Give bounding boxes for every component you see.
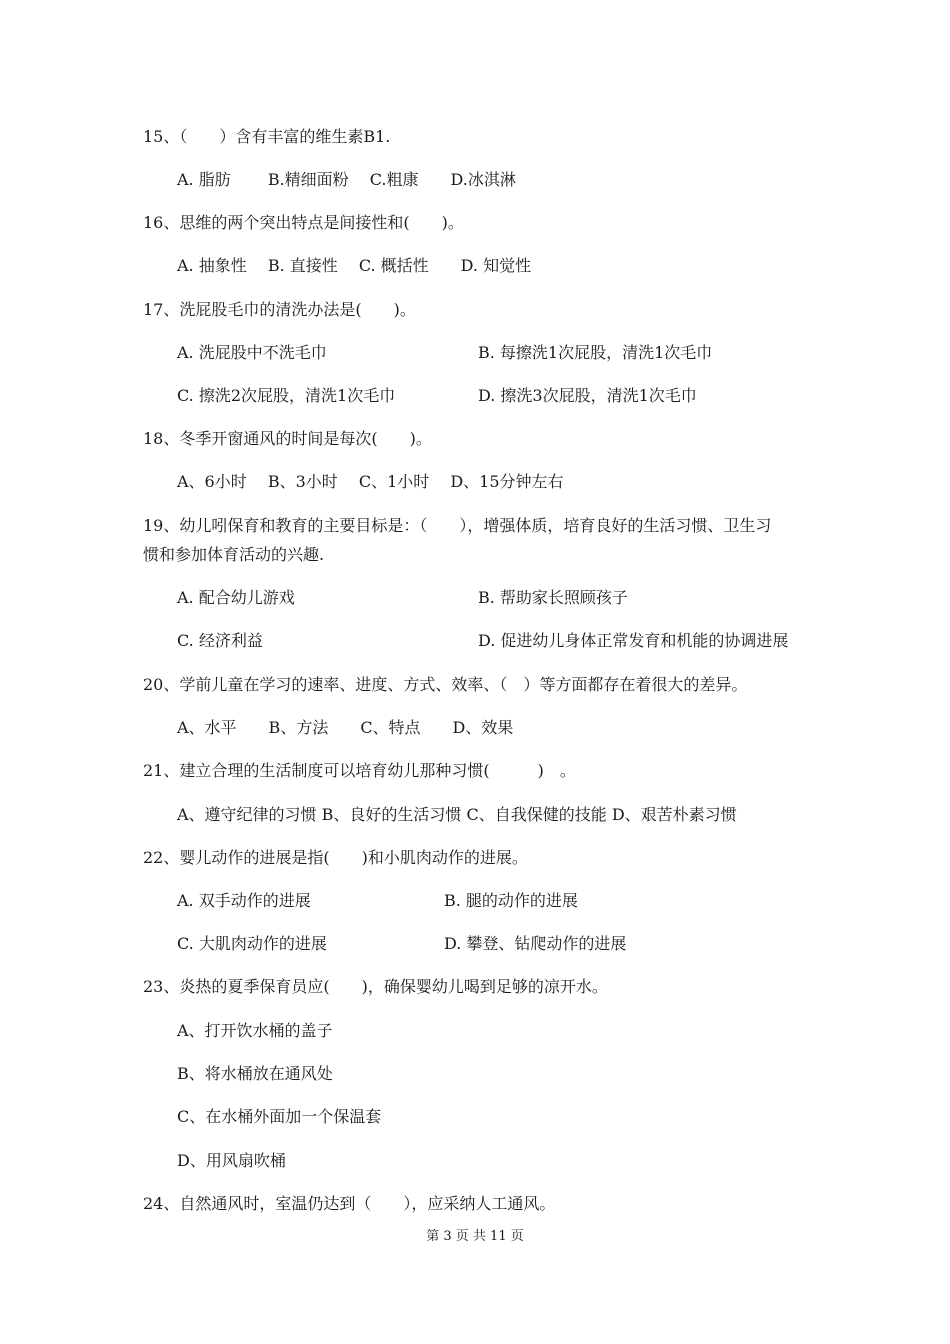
question-20-options: A、水平 B、方法 C、特点 D、效果 xyxy=(177,718,514,737)
question-17-option-c: C. 擦洗2次屁股，清洗1次毛巾 xyxy=(177,386,396,405)
question-24: 24、自然通风时，室温仍达到（ ），应采纳人工通风。 xyxy=(143,1194,556,1213)
question-17-option-b: B. 每擦洗1次屁股，清洗1次毛巾 xyxy=(478,343,713,362)
page-number-footer: 第 3 页 共 11 页 xyxy=(426,1229,524,1244)
question-16-options: A. 抽象性 B. 直接性 C. 概括性 D. 知觉性 xyxy=(177,256,532,275)
question-22-option-b: B. 腿的动作的进展 xyxy=(444,891,578,910)
question-22-option-c: C. 大肌肉动作的进展 xyxy=(177,934,327,953)
question-23-option-a: A、打开饮水桶的盖子 xyxy=(177,1021,333,1040)
question-18: 18、冬季开窗通风的时间是每次( )。 xyxy=(143,429,432,448)
question-21: 21、建立合理的生活制度可以培育幼儿那种习惯( ) 。 xyxy=(143,761,576,780)
question-23-option-d: D、用风扇吹桶 xyxy=(177,1151,286,1170)
question-23-option-b: B、将水桶放在通风处 xyxy=(177,1064,333,1083)
question-18-options: A、6小时 B、3小时 C、1小时 D、15分钟左右 xyxy=(177,472,564,491)
question-22-option-d: D. 攀登、钻爬动作的进展 xyxy=(444,934,627,953)
question-19-option-b: B. 帮助家长照顾孩子 xyxy=(478,588,628,607)
question-19-option-c: C. 经济利益 xyxy=(177,631,263,650)
question-15: 15、（ ）含有丰富的维生素B1. xyxy=(143,127,391,146)
question-17: 17、洗屁股毛巾的清洗办法是( )。 xyxy=(143,300,416,319)
question-19-option-d: D. 促进幼儿身体正常发育和机能的协调进展 xyxy=(478,631,789,650)
question-16: 16、思维的两个突出特点是间接性和( )。 xyxy=(143,213,464,232)
question-15-options: A. 脂肪 B.精细面粉 C.粗康 D.冰淇淋 xyxy=(177,170,516,189)
question-23: 23、炎热的夏季保育员应( )，确保婴幼儿喝到足够的凉开水。 xyxy=(143,977,608,996)
question-19: 19、幼儿吲保育和教育的主要目标是：（ ），增强体质，培育良好的生活习惯、卫生习 xyxy=(143,516,772,535)
question-17-option-d: D. 擦洗3次屁股，清洗1次毛巾 xyxy=(478,386,697,405)
question-22: 22、婴儿动作的进展是指( )和小肌肉动作的进展。 xyxy=(143,848,528,867)
question-20: 20、学前儿童在学习的速率、进度、方式、效率、（ ）等方面都存在着很大的差异。 xyxy=(143,675,748,694)
question-19-option-a: A. 配合幼儿游戏 xyxy=(177,588,295,607)
question-22-option-a: A. 双手动作的进展 xyxy=(177,891,311,910)
question-19-continued: 惯和参加体育活动的兴趣. xyxy=(143,545,325,564)
question-23-option-c: C、在水桶外面加一个保温套 xyxy=(177,1107,382,1126)
question-21-options: A、遵守纪律的习惯 B、良好的生活习惯 C、自我保健的技能 D、艰苦朴素习惯 xyxy=(177,805,737,824)
question-17-option-a: A. 洗屁股中不洗毛巾 xyxy=(177,343,327,362)
